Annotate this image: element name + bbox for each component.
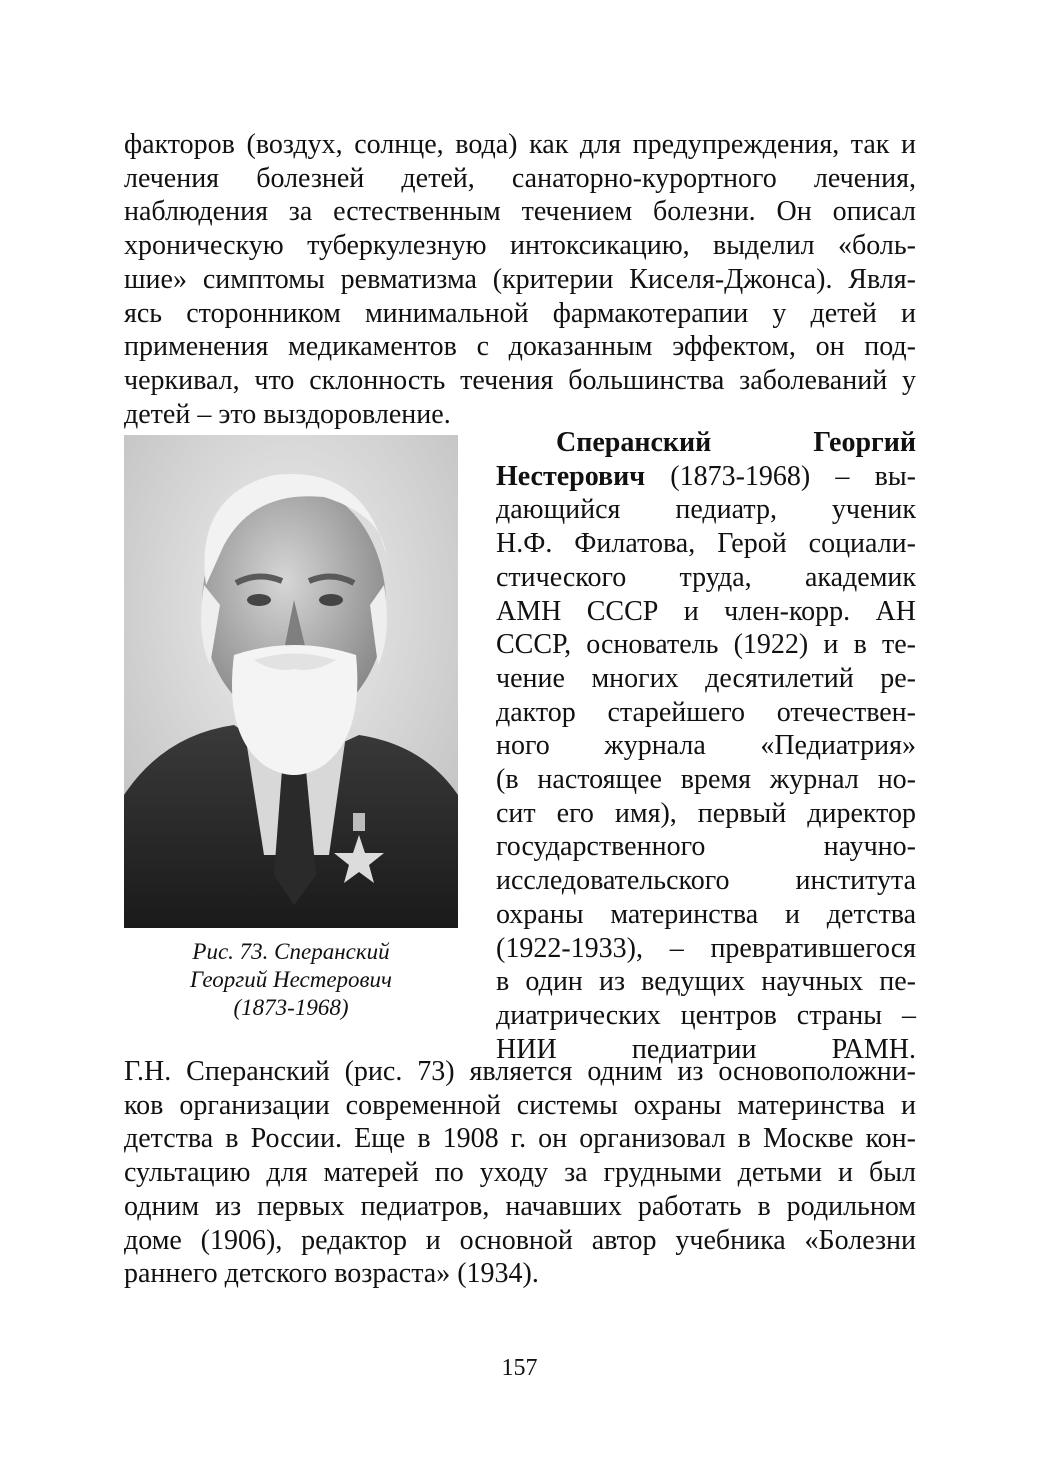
text-line: сультацию для матерей по уходу за грудными детьми и был <box>124 1157 916 1189</box>
text-line: Н.Ф. Филатова, Герой социали- <box>496 528 916 560</box>
text-line: диатрических центров страны – <box>496 999 916 1031</box>
text-line: одним из первых педиатров, начавших работать в родильном <box>124 1190 916 1222</box>
text-line: ков организации современной системы охраны материнства и <box>124 1089 916 1121</box>
text-line <box>496 426 916 460</box>
bottom-paragraph <box>124 1055 916 1291</box>
text-line: лечения болезней детей, санаторно-курортного лечения, <box>124 162 916 194</box>
bio-name-line1: Сперанский Георгий <box>556 427 916 458</box>
text-line: исследовательского института <box>496 865 916 897</box>
text-line: АМН СССР и член-корр. АН <box>496 595 916 627</box>
caption-line: (1873-1968) <box>233 995 349 1020</box>
text-line: Г.Н. Сперанский (рис. 73) является одним из основоположни- <box>124 1056 916 1087</box>
text-line: дающийся педиатр, ученик <box>496 494 916 526</box>
text-line <box>496 460 916 494</box>
bio-paragraph <box>496 426 916 1066</box>
text-line: охраны материнства и детства <box>496 898 916 930</box>
text-line: ясь сторонником минимальной фармакотерапии у детей и <box>124 297 916 329</box>
text-line: НИИ педиатрии РАМН. <box>496 1033 916 1065</box>
text-line: чение многих десятилетий ре- <box>496 662 916 694</box>
bio-years: (1873-1968) – вы- <box>645 460 916 492</box>
text-line: факторов (воздух, солнце, вода) как для предупреждения, так и <box>124 129 916 160</box>
text-line: ного журнала «Педиатрия» <box>496 730 916 762</box>
top-paragraph <box>124 128 916 431</box>
bio-name-line2: Нестерович <box>496 460 646 492</box>
page-number: 157 <box>501 1355 538 1381</box>
text-line: шие» симптомы ревматизма (критерии Киселя-Джонса). Явля- <box>124 263 916 295</box>
text-line: сит его имя), первый директор <box>496 797 916 829</box>
caption-line: Георгий Нестерович <box>189 967 393 992</box>
text-line: (в настоящее время журнал но- <box>496 764 916 796</box>
portrait-photo <box>124 435 458 928</box>
text-line: СССР, основатель (1922) и в те- <box>496 629 916 661</box>
text-line: в один из ведущих научных пе- <box>496 966 916 998</box>
caption-line: Рис. 73. Сперанский <box>192 939 390 964</box>
text-line: раннего детского возраста» (1934). <box>124 1258 539 1290</box>
text-line: дактор старейшего отечествен- <box>496 696 916 728</box>
text-line: стического труда, академик <box>496 561 916 593</box>
text-line: государственного научно- <box>496 831 916 863</box>
text-line: детства в России. Еще в 1908 г. он организовал в Москве кон- <box>124 1123 916 1155</box>
figure-caption <box>124 938 458 1022</box>
portrait-icon <box>124 435 458 928</box>
text-line: черкивал, что склонность течения большинства заболеваний у <box>124 364 916 396</box>
text-line: наблюдения за естественным течением болезни. Он описал <box>124 196 916 228</box>
text-line: детей – это выздоровление. <box>124 398 451 430</box>
text-line: доме (1906), редактор и основной автор учебника «Болезни <box>124 1224 916 1256</box>
text-line: хроническую туберкулезную интоксикацию, выделил «боль- <box>124 230 916 262</box>
text-line: применения медикаментов с доказанным эффектом, он под- <box>124 331 916 363</box>
text-line: (1922-1933), – превратившегося <box>496 932 916 964</box>
